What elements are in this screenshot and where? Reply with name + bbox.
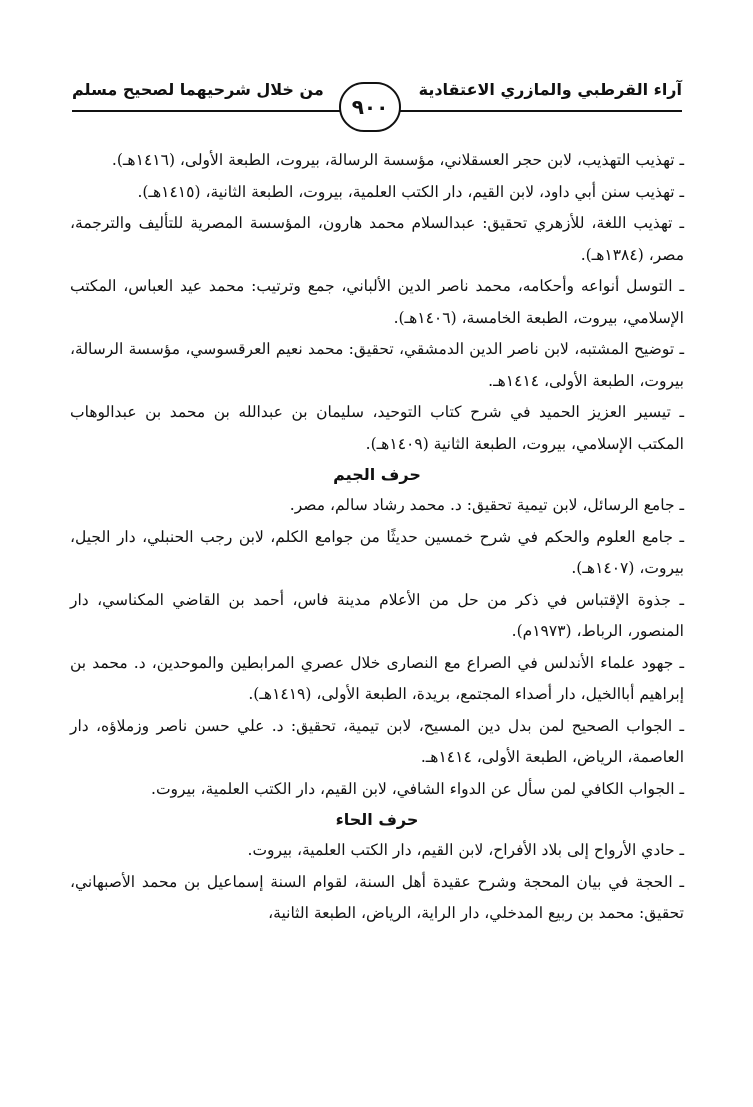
header-subtitle: من خلال شرحيهما لصحيح مسلم bbox=[72, 80, 324, 99]
bibliography-entry: ـ تهذيب سنن أبي داود، لابن القيم، دار الكتب العلمية، بيروت، الطبعة الثانية، (١٤١٥هـ). bbox=[137, 182, 684, 201]
section-heading-haa: حرف الحاء bbox=[335, 810, 419, 829]
bibliography-entry: ـ الجواب الكافي لمن سأل عن الدواء الشافي، لابن القيم، دار الكتب العلمية، بيروت. bbox=[151, 779, 684, 798]
page-number: ٩٠٠ bbox=[339, 82, 401, 132]
section-heading-jeem: حرف الجيم bbox=[333, 465, 421, 484]
bibliography-entry: ـ الحجة في بيان المحجة وشرح عقيدة أهل السنة، لقوام السنة إسماعيل بن محمد الأصبهاني، تحقيق: محمد بن ربيع المدخلي، دار الراية، الرياض، الطبعة الثانية، bbox=[70, 872, 684, 922]
bibliography-entry: ـ تهذيب اللغة، للأزهري تحقيق: عبدالسلام محمد هارون، المؤسسة المصرية للتأليف والترجمة، مصر، (١٣٨٤هـ). bbox=[70, 214, 684, 264]
bibliography-entry: ـ جامع العلوم والحكم في شرح خمسين حديثًا من جوامع الكلم، لابن رجب الحنبلي، دار الجيل، بيروت، (١٤٠٧هـ). bbox=[70, 527, 684, 577]
bibliography-list bbox=[70, 145, 684, 930]
bibliography-entry: ـ الجواب الصحيح لمن بدل دين المسيح، لابن تيمية، تحقيق: د. علي حسن ناصر وزملاؤه، دار العاصمة، الرياض، الطبعة الأولى، ١٤١٤هـ. bbox=[70, 716, 684, 766]
bibliography-entry: ـ التوسل أنواعه وأحكامه، محمد ناصر الدين الألباني، جمع وترتيب: محمد عيد العباس، المكتب الإسلامي، بيروت، الطبعة الخامسة، (١٤٠٦هـ). bbox=[70, 277, 684, 327]
bibliography-entry: ـ جامع الرسائل، لابن تيمية تحقيق: د. محمد رشاد سالم، مصر. bbox=[289, 496, 684, 514]
bibliography-entry: ـ توضيح المشتبه، لابن ناصر الدين الدمشقي، تحقيق: محمد نعيم العرقسوسي، مؤسسة الرسالة، بيروت، الطبعة الأولى، ١٤١٤هـ. bbox=[70, 340, 684, 390]
bibliography-entry: ـ تهذيب التهذيب، لابن حجر العسقلاني، مؤسسة الرسالة، بيروت، الطبعة الأولى، (١٤١٦هـ). bbox=[111, 151, 684, 169]
bibliography-entry: ـ جذوة الإقتباس في ذكر من حل من الأعلام مدينة فاس، أحمد بن القاضي المكناسي، دار المنصور، الرباط، (١٩٧٣م). bbox=[70, 590, 684, 640]
bibliography-entry: ـ تيسير العزيز الحميد في شرح كتاب التوحيد، سليمان بن عبدالله بن محمد بن عبدالوهاب المكتب الإسلامي، بيروت، الطبعة الثانية (١٤٠٩هـ). bbox=[70, 403, 684, 453]
bibliography-entry: ـ حادي الأرواح إلى بلاد الأفراح، لابن القيم، دار الكتب العلمية، بيروت. bbox=[247, 841, 684, 859]
header-book-title: آراء القرطبي والمازري الاعتقادية bbox=[418, 80, 682, 99]
bibliography-entry: ـ جهود علماء الأندلس في الصراع مع النصارى خلال عصري المرابطين والموحدين، د. محمد بن إبراهيم أباالخيل، دار أصداء المجتمع، بريدة، الطبعة الأولى، (١٤١٩هـ). bbox=[70, 653, 684, 703]
